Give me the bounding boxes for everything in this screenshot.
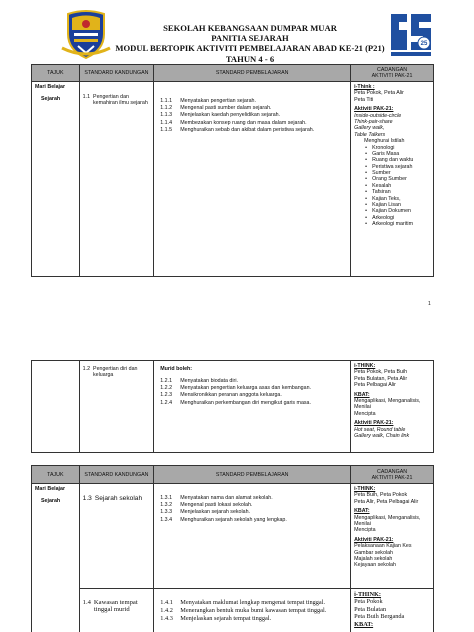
sk-text: Sejarah sekolah xyxy=(94,495,143,502)
sp-item: 1.4.3 Menjelaskan sejarah tempat tinggal. xyxy=(160,615,272,623)
kbat-item: Mencipta xyxy=(354,527,376,534)
ministry-logo xyxy=(387,10,435,58)
table-header-row xyxy=(32,65,434,82)
kbat-heading: KBAT: xyxy=(354,391,370,398)
sp-item: 1.1.4 Membezakan konsep ruang dan masa dalam sejarah. xyxy=(160,119,307,126)
col-cadangan-line1: CADANGAN xyxy=(377,468,408,475)
curriculum-table-1 xyxy=(31,64,434,277)
standard-kandungan-cell xyxy=(79,589,154,632)
page-number: 1 xyxy=(428,301,431,307)
col-cadangan-line1: CADANGAN xyxy=(377,67,408,73)
tajuk-line1: Mari Belajar xyxy=(35,486,66,492)
sp-item: 1.1.1 Menyatakan pengertian sejarah. xyxy=(160,98,256,104)
tajuk-cell xyxy=(32,82,80,277)
istilah-item: • Peristiwa sejarah xyxy=(354,164,430,170)
tajuk-line2: Sejarah xyxy=(41,96,61,102)
sp-item: 1.2.4 Menghuraikan perkembangan diri mengikut garis masa. xyxy=(160,399,311,406)
sk-text: Pengertian dan kemahiran ilmu sejarah xyxy=(93,94,148,106)
ithink-item: Peta Pokok, Peta Buih xyxy=(354,369,408,376)
col-standard-pembelajaran: STANDARD PEMBELAJARAN xyxy=(154,65,351,82)
istilah-item: • Arkeologi xyxy=(354,215,430,221)
tajuk-line2: Sejarah xyxy=(41,498,61,504)
cadangan-aktiviti-cell xyxy=(351,589,434,632)
cadangan-aktiviti-cell xyxy=(351,484,434,589)
ithink-heading: i-THINK: xyxy=(354,363,376,369)
standard-kandungan-cell xyxy=(79,361,154,453)
table-row xyxy=(32,361,434,453)
tajuk-cell xyxy=(32,484,80,632)
sp-item: 1.1.2 Mengenal pasti sumber dalam sejarah. xyxy=(160,105,272,112)
sp-item: 1.4.1 Menyatakan maklumat lengkap mengenai tempat tinggal. xyxy=(160,599,326,606)
sp-item: 1.1.5 Menghuraikan sebab dan akibat dalam peristiwa sejarah. xyxy=(160,126,315,133)
tajuk-line1: Mari Belajar xyxy=(35,84,66,90)
kbat-heading: KBAT: xyxy=(354,508,370,515)
col-standard-kandungan: STANDARD KANDUNGAN xyxy=(79,65,154,82)
aktiviti-item: Gallery walk, xyxy=(354,125,385,132)
ithink-item: Peta Buih, Peta Pokok xyxy=(354,492,408,499)
kbat-item: Mencipta xyxy=(354,410,376,417)
sp-item: 1.3.1 Menyatakan nama dan alamat sekolah. xyxy=(160,495,273,501)
table-row xyxy=(32,484,434,589)
ithink-item: Peta Pelbagai Alir xyxy=(354,382,396,389)
col-cadangan-line2: AKTIVITI PAK-21 xyxy=(371,474,413,481)
table-row xyxy=(32,589,434,632)
istilah-item: • Orang Sumber xyxy=(354,176,430,182)
sp-item: 1.3.3 Menjelaskan sejarah sekolah. xyxy=(160,509,251,516)
istilah-item: • Tafsiran xyxy=(354,189,430,195)
ithink-heading: i-THINK: xyxy=(354,486,376,492)
ithink-item: Peta Buih Berganda xyxy=(354,613,405,621)
aktiviti-heading: Aktiviti PAK-21: xyxy=(354,420,394,427)
sp-item: 1.4.2 Menerangkan bentuk muka bumi kawasan tempat tinggal. xyxy=(160,607,327,615)
istilah-item: • Sumber xyxy=(354,170,430,176)
sk-code: 1.3 xyxy=(82,495,92,502)
aktiviti-item: Inside-outside-circle xyxy=(354,112,402,119)
cadangan-aktiviti-cell xyxy=(351,361,434,453)
sk-text: Kawasan tempat tinggal murid xyxy=(93,599,138,613)
murid-boleh: Murid boleh: xyxy=(160,366,193,372)
ithink-item: Peta Bulatan xyxy=(354,605,387,613)
curriculum-table-2 xyxy=(31,360,434,453)
curriculum-table-3 xyxy=(31,465,434,632)
logo-number: 25 xyxy=(420,41,428,48)
ithink-item: Peta Titi xyxy=(354,96,374,103)
standard-pembelajaran-cell xyxy=(154,361,351,453)
ithink-item: Peta Pokok, Peta Alir xyxy=(354,90,404,97)
col-standard-pembelajaran: STANDARD PEMBELAJARAN xyxy=(154,466,351,484)
kbat-item: Menilai xyxy=(354,404,371,411)
aktiviti-item: Table Talkers xyxy=(354,131,386,138)
istilah-item: • Kajian Dokumen xyxy=(354,208,430,214)
aktiviti-item: Gallery walk, Chain link xyxy=(354,432,410,439)
tajuk-cell xyxy=(32,361,80,453)
year-range: TAHUN 4 - 6 xyxy=(225,53,275,64)
document-header xyxy=(0,0,474,64)
col-cadangan-aktiviti xyxy=(351,65,434,82)
aktiviti-item: Hot seat, Round table xyxy=(354,426,406,433)
sp-item: 1.3.2 Mengenal pasti lokasi sekolah. xyxy=(160,502,253,509)
kbat-item: Mengaplikasi, Menganalisis, xyxy=(354,397,421,404)
kbat-item: Menilai xyxy=(354,520,371,527)
ithink-item: Peta Bulatan, Peta Alir xyxy=(354,375,408,382)
sp-item: 1.2.3 Mensikronikkan peranan anggota keluarga. xyxy=(160,392,282,399)
kbat-heading: KBAT: xyxy=(354,620,374,628)
aktiviti-item: Majalah sekolah xyxy=(354,555,393,562)
sp-item: 1.2.1 Menyatakan biodata diri. xyxy=(160,378,238,384)
sk-code: 1.4 xyxy=(82,599,91,606)
table-row xyxy=(32,82,434,277)
school-name: SEKOLAH KEBANGSAAN DUMPAR MUAR xyxy=(163,23,337,33)
kbat-item: Mengaplikasi, Menganalisis, xyxy=(354,514,421,521)
aktiviti-item: Pelaksanaan Kajian Kes xyxy=(354,543,412,550)
col-tajuk: TAJUK xyxy=(32,65,80,82)
panel-name: PANITIA SEJARAH xyxy=(211,33,289,44)
istilah-item: • Kajian Lisan xyxy=(354,202,430,208)
standard-pembelajaran-cell xyxy=(154,589,351,632)
istilah-item: • Kajian Teks, xyxy=(354,196,430,202)
sk-code: 1.1 xyxy=(82,94,91,100)
istilah-item: • Ruang dan waktu xyxy=(354,157,430,163)
menghurai-heading: Menghurai Istilah xyxy=(364,138,405,145)
col-cadangan-line2: AKTIVITI PAK-21 xyxy=(371,73,413,79)
istilah-item: • Arkeologi maritim xyxy=(354,221,430,227)
sk-text: Pengertian diri dan keluarga xyxy=(93,366,138,378)
school-crest-logo xyxy=(60,8,112,60)
aktiviti-heading: Aktiviti PAK-21: xyxy=(354,106,394,113)
table-header-row xyxy=(32,466,434,484)
ithink-heading: i-THINK: xyxy=(354,591,382,598)
module-title: MODUL BERTOPIK AKTIVITI PEMBELAJARAN ABAD KE-21 (P21) xyxy=(115,43,385,54)
aktiviti-heading: Aktiviti PAK-21: xyxy=(354,536,394,543)
ithink-item: Peta Alir, Peta Pelbagai Alir xyxy=(354,498,419,505)
cadangan-aktiviti-cell xyxy=(351,82,434,277)
col-cadangan-aktiviti xyxy=(351,466,434,484)
aktiviti-item: Gambar sekolah xyxy=(354,549,393,556)
sp-item: 1.3.4 Menghuraikan sejarah sekolah yang lengkap. xyxy=(160,516,287,523)
istilah-item: • Kesalah xyxy=(354,183,430,189)
col-standard-kandungan: STANDARD KANDUNGAN xyxy=(79,466,154,484)
sk-code: 1.2 xyxy=(82,366,91,372)
istilah-item: • Kronologi xyxy=(354,145,430,151)
standard-pembelajaran-cell xyxy=(154,82,351,277)
sp-item: 1.2.2 Menyatakan pengertian keluarga asas dan kembangan. xyxy=(160,385,311,392)
ithink-heading: i-Think : xyxy=(354,84,375,90)
standard-pembelajaran-cell xyxy=(154,484,351,589)
sp-item: 1.1.3 Menjelaskan kaedah penyelidikan sejarah. xyxy=(160,112,281,119)
col-tajuk: TAJUK xyxy=(32,466,80,484)
standard-kandungan-cell xyxy=(79,484,154,589)
istilah-item: • Garis Masa xyxy=(354,151,430,157)
standard-kandungan-cell xyxy=(79,82,154,277)
header-titles xyxy=(115,23,385,64)
aktiviti-item: Kejayaan sekolah xyxy=(354,562,396,569)
aktiviti-item: Think-pair-share xyxy=(354,118,393,125)
ithink-item: Peta Pokok xyxy=(354,598,383,606)
